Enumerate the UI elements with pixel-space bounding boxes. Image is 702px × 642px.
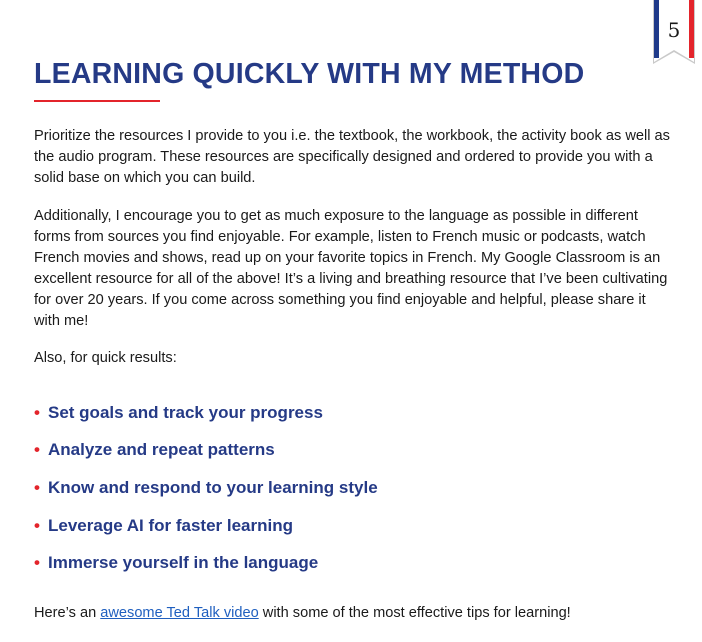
paragraph-exposure: Additionally, I encourage you to get as much exposure to the language as possible in different forms from sources you find enjoyable. For example, listen to French music or podcasts, watch French movies and shows, read up on your favorite topics in French. My Google Classroom is an excellent resource for all of the above! It’s a living and breathing resource that I’ve been cultivating for over 20 years. If you come across something you find enjoyable and helpful, please share it with me! (34, 208, 668, 329)
page-number: 5 (667, 18, 681, 42)
list-item-text: Set goals and track your progress (48, 402, 323, 422)
list-item (34, 544, 378, 582)
list-item (34, 469, 378, 507)
title-underline (34, 100, 160, 102)
closing-prefix: Here’s an (34, 605, 101, 621)
list-item-text: Analyze and repeat patterns (48, 440, 275, 460)
list-item-text: Know and respond to your learning style (48, 477, 378, 497)
bullet-dot-icon: • (34, 477, 40, 497)
closing-paragraph (34, 603, 674, 624)
bullet-dot-icon: • (34, 440, 40, 460)
list-item-text: Leverage AI for faster learning (48, 515, 294, 535)
bullet-dot-icon: • (34, 553, 40, 573)
closing-suffix: with some of the most effective tips for learning! (258, 605, 571, 621)
list-item (34, 432, 378, 470)
list-item (34, 507, 378, 545)
bullet-dot-icon: • (34, 515, 40, 535)
paragraph-quick-results: Also, for quick results: (34, 350, 177, 366)
tips-list (34, 394, 378, 582)
list-item-text: Immerse yourself in the language (48, 553, 319, 573)
list-item (34, 394, 378, 432)
page-title: LEARNING QUICKLY WITH MY METHOD (34, 58, 585, 90)
bullet-dot-icon: • (34, 402, 40, 422)
paragraph-prioritize-resources: Prioritize the resources I provide to you i.e. the textbook, the workbook, the activity book as well as the audio program. These resources are specifically designed and ordered to provide you with a solid base on which you can build. (34, 128, 670, 186)
ted-talk-link[interactable]: awesome Ted Talk video (100, 605, 259, 621)
